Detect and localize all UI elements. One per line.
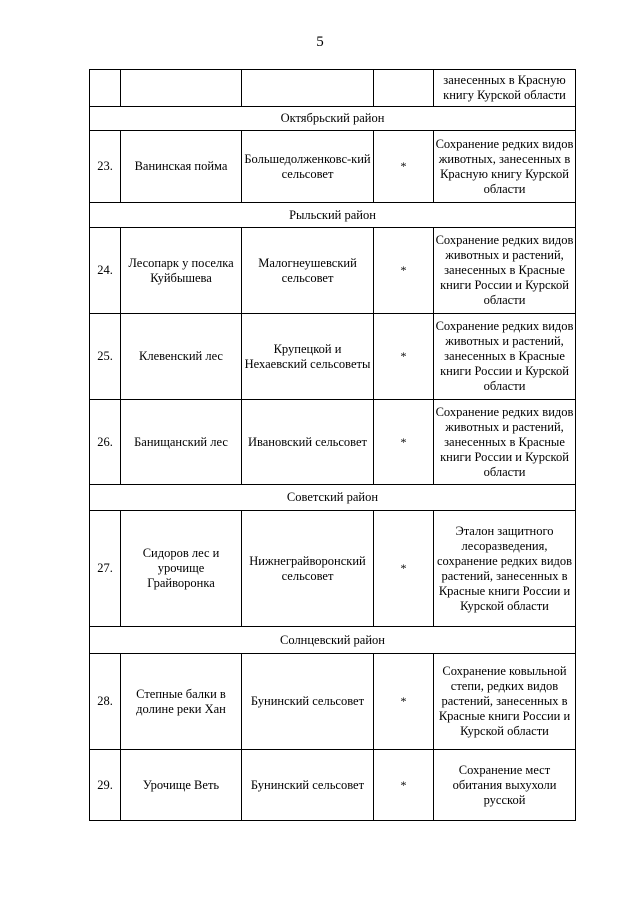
area-name: Ванинская пойма (121, 131, 242, 203)
area-mark: * (374, 750, 434, 821)
row-number: 26. (90, 400, 121, 485)
table-row (90, 511, 576, 627)
area-location: Бунинский сельсовет (242, 654, 374, 750)
area-name: Клевенский лес (121, 314, 242, 400)
area-purpose: Сохранение редких видов животных, занесенных в Красную книгу Курской области (434, 131, 576, 203)
row-number: 28. (90, 654, 121, 750)
area-purpose: занесенных в Красную книгу Курской области (434, 70, 576, 107)
district-row (90, 203, 576, 228)
district-name: Солнцевский район (90, 627, 576, 654)
area-name: Урочище Веть (121, 750, 242, 821)
area-name (121, 70, 242, 107)
area-name: Лесопарк у поселка Куйбышева (121, 228, 242, 314)
area-location (242, 70, 374, 107)
protected-areas-table (89, 69, 576, 821)
area-mark: * (374, 314, 434, 400)
district-name: Рыльский район (90, 203, 576, 228)
table-row (90, 654, 576, 750)
district-row (90, 627, 576, 654)
area-purpose: Сохранение ковыльной степи, редких видов растений, занесенных в Красные книги России и Курской области (434, 654, 576, 750)
area-location: Ивановский сельсовет (242, 400, 374, 485)
area-mark: * (374, 511, 434, 627)
area-mark: * (374, 654, 434, 750)
area-mark: * (374, 228, 434, 314)
table-row (90, 228, 576, 314)
area-location: Нижнеграйворонский сельсовет (242, 511, 374, 627)
row-number: 24. (90, 228, 121, 314)
row-number: 23. (90, 131, 121, 203)
district-name: Советский район (90, 485, 576, 511)
area-purpose: Сохранение редких видов животных и растений, занесенных в Красные книги России и Курской области (434, 314, 576, 400)
table-row (90, 70, 576, 107)
district-name: Октябрьский район (90, 107, 576, 131)
area-location: Малогнеушевский сельсовет (242, 228, 374, 314)
area-location: Бунинский сельсовет (242, 750, 374, 821)
area-name: Сидоров лес и урочище Грайворонка (121, 511, 242, 627)
row-number: 29. (90, 750, 121, 821)
table-row (90, 131, 576, 203)
area-location: Большедолженковс-кий сельсовет (242, 131, 374, 203)
row-number: 27. (90, 511, 121, 627)
table-row (90, 314, 576, 400)
area-mark (374, 70, 434, 107)
area-mark: * (374, 131, 434, 203)
table-row (90, 400, 576, 485)
area-purpose: Эталон защитного лесоразведения, сохранение редких видов растений, занесенных в Красные книги России и Курской области (434, 511, 576, 627)
area-location: Крупецкой и Нехаевский сельсоветы (242, 314, 374, 400)
area-purpose: Сохранение редких видов животных и растений, занесенных в Красные книги России и Курской области (434, 400, 576, 485)
area-mark: * (374, 400, 434, 485)
area-purpose: Сохранение редких видов животных и растений, занесенных в Красные книги России и Курской области (434, 228, 576, 314)
table-row (90, 750, 576, 821)
area-name: Степные балки в долине реки Хан (121, 654, 242, 750)
area-purpose: Сохранение мест обитания выхухоли русской (434, 750, 576, 821)
district-row (90, 485, 576, 511)
row-number (90, 70, 121, 107)
district-row (90, 107, 576, 131)
area-name: Банищанский лес (121, 400, 242, 485)
page-number: 5 (316, 34, 324, 50)
row-number: 25. (90, 314, 121, 400)
